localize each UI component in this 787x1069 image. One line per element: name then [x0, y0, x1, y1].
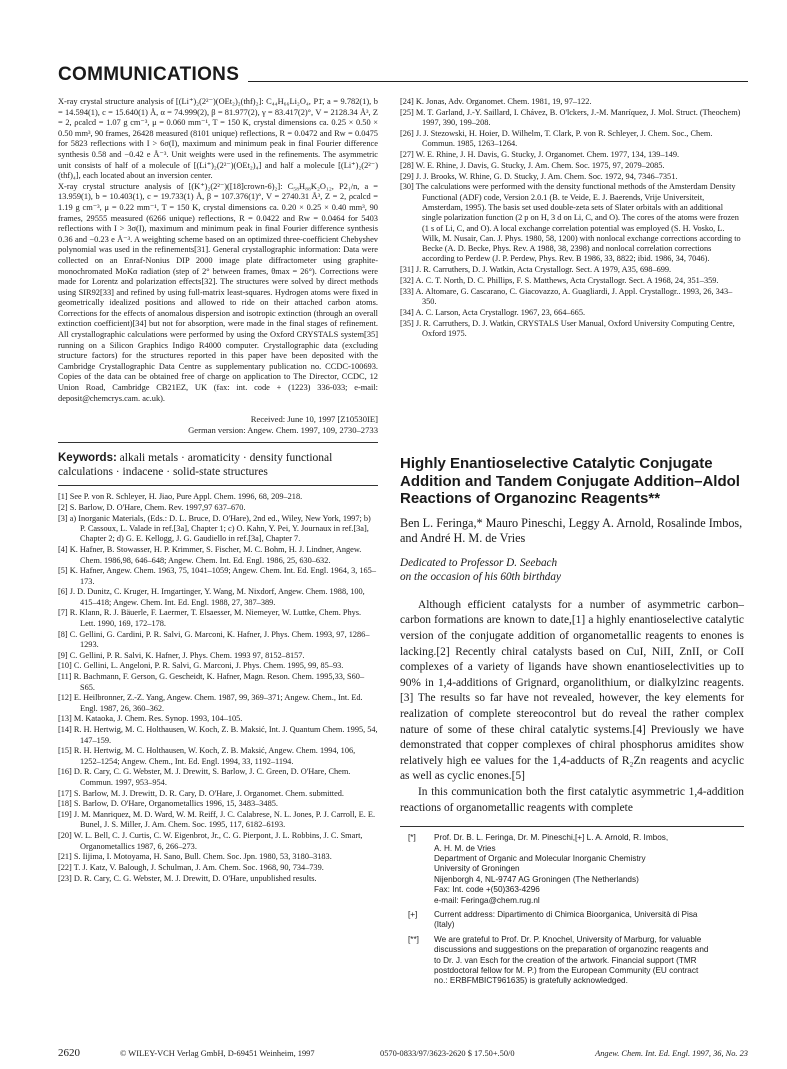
- reference-item: [26] J. J. Stezowski, H. Hoier, D. Wilhelm, T. Clark, P. von R. Schleyer, J. Chem. Soc., Chem. Commun. 1985, 1263–1264.: [400, 128, 713, 149]
- reference-item: [24] K. Jonas, Adv. Organomet. Chem. 1981, 19, 97–122.: [400, 97, 592, 106]
- dedication-line: on the occasion of his 60th birthday: [400, 570, 561, 583]
- journal-citation: Angew. Chem. Int. Ed. Engl. 1997, 36, No. 23: [595, 1049, 748, 1058]
- keywords-rule: [58, 442, 378, 443]
- right-column: [400, 97, 744, 991]
- reference-item: [21] S. Iijima, I. Motoyama, H. Sano, Bull. Chem. Soc. Jpn. 1980, 53, 3180–3183.: [58, 852, 332, 862]
- article-authors: Ben L. Feringa,* Mauro Pineschi, Leggy A. Arnold, Rosalinde Imbos, and André H. M. de Vries: [400, 515, 743, 545]
- reference-item: [8] C. Gellini, G. Cardini, P. R. Salvi, G. Marconi, K. Hafner, J. Phys. Chem. 1993, 97, 1286–1293.: [58, 629, 370, 649]
- reference-item: [14] R. H. Hertwig, M. C. Holthausen, W. Koch, Z. B. Maksić, Int. J. Quantum Chem. 1995, 54, 147–159.: [58, 725, 378, 745]
- reference-item: [19] J. M. Manriquez, M. D. Ward, W. M. Reiff, J. C. Calabrese, N. L. Jones, P. J. Carroll, E. E. Bunel, J. S. Miller, J. Am. Chem. Soc. 1995, 117, 6182–6193.: [58, 810, 376, 830]
- left-column: [58, 97, 378, 885]
- footnote-line: University of Groningen: [434, 864, 520, 874]
- reference-item: [15] R. H. Hertwig, M. C. Holthausen, W. Koch, Z. B. Maksić, Angew. Chem. 1994, 106, 1252–1254; Angew. Chem., Int. Ed. Engl. 1994, 33, 1192–1194.: [58, 746, 356, 766]
- footnote-current-address: [400, 910, 744, 931]
- header-rule: [248, 81, 748, 82]
- reference-item: [2] S. Barlow, D. O'Hare, Chem. Rev. 1997,97 637–670.: [58, 503, 246, 513]
- footnote-line: Current address: Dipartimento di Chimica Bioorganica, Università di Pisa: [434, 909, 698, 919]
- footnote-mark: [**]: [408, 934, 419, 944]
- reference-item: [10] C. Gellini, L. Angeloni, P. R. Salvi, G. Marconi, J. Phys. Chem. 1995, 99, 85–93.: [58, 661, 344, 671]
- reference-item: [33] A. Altomare, G. Cascarano, C. Giacovazzo, A. Guagliardi, J. Appl. Crystallogr.. 1993, 26, 343–350.: [400, 286, 733, 307]
- reference-item: [29] J. J. Brooks, W. Rhine, G. D. Stucky, J. Am. Chem. Soc. 1972, 94, 7346–7351.: [400, 171, 678, 181]
- running-header: [58, 64, 748, 86]
- references-rule: [58, 485, 378, 486]
- footnote-line: Fax: Int. code +(50)363-4296: [434, 885, 540, 895]
- received-line: Received: June 10, 1997 [Z10530IE]: [250, 414, 378, 425]
- footnote-line: postdoctoral fellow for M. P.) from the European Community (EU contract: [434, 966, 699, 976]
- footnote-mark: [+]: [408, 909, 418, 919]
- footnote-line: A. H. M. de Vries: [434, 843, 496, 853]
- article-title: Highly Enantioselective Catalytic Conjugate Addition and Tandem Conjugate Addition–Aldol Reactions of Organozinc Reagents**: [400, 455, 740, 508]
- reference-item: [12] E. Heilbronner, Z.-Z. Yang, Angew. Chem. 1987, 99, 369–371; Angew. Chem., Int. Ed. Engl. 1987, 26, 360–362.: [58, 693, 363, 713]
- body-paragraph: In this communication both the first catalytic asymmetric 1,4-addition reactions of organometallic reagents with complete: [400, 785, 744, 814]
- footnote-line: e-mail: Feringa@chem.rug.nl: [434, 895, 540, 905]
- publisher-line: © WILEY-VCH Verlag GmbH, D-69451 Weinheim, 1997: [120, 1049, 315, 1058]
- page-number: 2620: [58, 1047, 80, 1059]
- reference-item: [30] The calculations were performed with the density functional methods of the Amsterdam Density Functional (ADF) code, Version 2.0.1 (B. te Veide, E. J. Baerends, Vrije Universiteit, Amsterdam, 1995). The basis set used double-zeta sets of Slater orbitals with an additional single polarization function (2 p on H, 3 d on Li, C, and O). The cores of the atoms were frozen (1 s of Li, C, and O). A local exchange correlation potential was employed (S. H. Vosko, L. Wilk, M. Nusair, Can. J. Phys. 1980, 58, 1200) with nonlocal exchange corrections according to Becke (A. D. Becke, Phys. Rev. A 1988, 38, 2398) and nonlocal correlation corrections according to Perdew (J. P. Perdew, Phys. Rev. B 1986, 33, 8822; ibid. 1986, 34, 7046).: [400, 182, 741, 264]
- keywords-label: Keywords:: [58, 452, 117, 465]
- reference-item: [35] J. R. Carruthers, D. J. Watkin, CRYSTALS User Manual, Oxford University Computing Centre, Oxford 1975.: [400, 318, 735, 339]
- reference-list-right: [400, 97, 744, 339]
- footnote-line: Prof. Dr. B. L. Feringa, Dr. M. Pineschi,[+] L. A. Arnold, R. Imbos,: [434, 833, 669, 843]
- reference-item: [18] S. Barlow, D. O'Hare, Organometallics 1996, 15, 3483–3485.: [58, 799, 278, 809]
- footnote-mark: [*]: [408, 833, 416, 843]
- footnote-line: discussions and suggestions on the preparation of organozinc reagents and: [434, 945, 709, 955]
- footnote-line: to Dr. J. van Esch for the creation of the artwork. Financial support (TMR: [434, 955, 697, 965]
- reference-item: [17] S. Barlow, M. J. Drewitt, D. R. Cary, D. O'Hare, J. Organomet. Chem. submitted.: [58, 788, 345, 798]
- reference-item: [3] a) Inorganic Materials, (Eds.: D. L. Bruce, D. O'Hare), 2nd ed., Wiley, New York, 1997; b) P. Cassoux, L. Valade in ref.[3a], Chapter 1; c) O. Kahn, Y. Pei, Y. Journaux in ref.[3a], Chapter 2; d) G. E. Kellogg, J. G. Gaudiello in ref.[3a], Chapter 7.: [58, 513, 371, 544]
- reference-item: [9] C. Gellini, P. R. Salvi, K. Hafner, J. Phys. Chem. 1993 97, 8152–8157.: [58, 650, 305, 660]
- section-title: COMMUNICATIONS: [58, 64, 240, 85]
- keywords-text: alkali metals · aromaticity · density functional calculations · indacene · solid-state structures: [58, 452, 333, 479]
- footnote-line: no.: ERBFMBICT961635) is gratefully acknowledged.: [434, 976, 628, 986]
- reference-item: [32] A. C. T. North, D. C. Phillips, F. S. Matthews, Acta Crystallogr. Sect. A 1968, 24, 351–359.: [400, 276, 719, 286]
- reference-item: [20] W. L. Bell, C. J. Curtis, C. W. Eigenbrot, Jr., C. G. Pierpont, J. L. Robbins, J. C. Smart, Organometallics 1987, 6, 266–273.: [58, 831, 363, 851]
- reference-item: [7] R. Klann, R. J. Bäuerle, F. Laermer, T. Elsaesser, M. Niemeyer, W. Luttke, Chem. Phys. Lett. 1990, 169, 172–178.: [58, 608, 362, 628]
- dedication-line: Dedicated to Professor D. Seebach: [400, 556, 558, 569]
- reference-item: [1] See P. von R. Schleyer, H. Jiao, Pure Appl. Chem. 1996, 68, 209–218.: [58, 492, 303, 502]
- reference-item: [28] W. E. Rhine, J. Davis, G. Stucky, J. Am. Chem. Soc. 1975, 97, 2079–2085.: [400, 160, 665, 170]
- xray-analysis-1: X-ray crystal structure analysis of [(Li⁺)₂(2²⁻)(OEt₂)₂(thf)₂]: C₄₄H₆₆Li₂O₄, P1̄, a = 9.782(1), b = 14.594(1), c = 15.640(1) Å, α = 74.999(2), β = 81.977(2), γ = 83.417(2)°, V = 2128.34 Å³, Z = 2, ρcalcd = 1.07 g cm⁻³, μ = 0.060 mm⁻¹, T = 150 K, crystal dimensions ca. 0.25 × 0.50 × 0.50 mm³, 90 frames, 26428 measured (8101 unique) reflections, R = 0.0472 and Rw = 0.0475 for 5823 reflections with I > 6σ(I), maximum and minimum peak in final Fourier difference synthesis 0.58 and −0.42 e Å⁻³. Unit weights were used in the refinements. The asymmetric unit consists of half of a molecule of [(Li⁺)₂(2²⁻)(OEt₂)₄] and half a molecule [(Li⁺)₂(2²⁻)(thf)₄], each located about an inversion center.: [58, 97, 378, 181]
- reference-item: [13] M. Kataoka, J. Chem. Res. Synop. 1993, 104–105.: [58, 714, 243, 724]
- reference-item: [5] K. Hafner, Angew. Chem. 1963, 75, 1041–1059; Angew. Chem. Int. Ed. Engl. 1964, 3, 165–173.: [58, 566, 376, 586]
- footnote-line: We are grateful to Prof. Dr. P. Knochel, University of Marburg, for valuable: [434, 934, 702, 944]
- reference-item: [27] W. E. Rhine, J. H. Davis, G. Stucky, J. Organomet. Chem. 1977, 134, 139–149.: [400, 149, 680, 159]
- reference-item: [22] T. J. Katz, V. Balough, J. Schulman, J. Am. Chem. Soc. 1968, 90, 734–739.: [58, 863, 324, 873]
- xray-analysis-2: X-ray crystal structure analysis of [(K⁺)₂(2²⁻)([18]crown-6)₂]: C₅₈H₈₈K₂O₁₂, P2₁/n, a = 13.959(1), b = 10.403(1), c = 19.733(1) Å, β = 107.376(1)°, V = 2740.31 Å³, Z = 2, ρcalcd = 1.19 g cm⁻³, μ = 0.22 mm⁻¹, T = 150 K, crystal dimensions ca. 0.20 × 0.25 × 0.40 mm³, 90 frames, 29555 measured (6266 unique) reflections, R = 0.0422 and Rw = 0.0464 for 5403 reflections with I > 3σ(I), maximum and minimum peak in final Fourier difference synthesis 0.36 and −0.23 e Å⁻³. A weighting scheme based on an optimized three-coefficient Chebyshev polynomial was used in the refinements[31]. General crystallographic information: Data were collected on an Enraf-Nonius DIP 2000 image plate diffractometer using graphite-monochromated MoKα radiation (step of 2° between frames, θmax = 26°). Corrections were made for Lorentz and polarization effects[32]. The structures were solved by direct methods using SIR92[33] and refined by using full-matrix least-squares. Hydrogen atoms were fixed in geometrically idealized positions and allowed to ride on their attached carbon atoms. Corrections for the effects of anomalous dispersion and isotropic extinction (through an overall extinction coefficient)[34] but not for absorption, were made in the final stages of refinement. All crystallographic calculations were performed by using the Oxford CRYSTALS system[35] running on a Silicon Graphics Indigo R4000 computer. Crystallographic data (excluding structure factors) for the structures reported in this paper have been deposited with the Cambridge Crystallographic Data Centre as supplementary publication no. CCDC-100693. Copies of the data can be obtained free of charge on application to The Director, CCDC, 12 Union Road, Cambridge CB21EZ, UK (fax: int. code + (1223) 336-033; e-mail: deposit@chemcrys.cam. ac.uk).: [58, 181, 378, 403]
- footnote-acknowledgement: [400, 935, 744, 987]
- reference-item: [16] D. R. Cary, C. G. Webster, M. J. Drewitt, S. Barlow, J. C. Green, D. O'Hare, Chem. Commun. 1997, 953–954.: [58, 767, 351, 787]
- reference-item: [23] D. R. Cary, C. G. Webster, M. J. Drewitt, D. O'Hare, unpublished results.: [58, 873, 317, 883]
- reference-item: [25] M. T. Garland, J.-Y. Saillard, I. Chávez, B. O'lckers, J.-M. Manríquez, J. Mol. Struct. (Theochem) 1997, 390, 199–208.: [400, 107, 741, 128]
- reference-item: [4] K. Hafner, B. Stowasser, H. P. Krimmer, S. Fischer, M. C. Bohm, H. J. Lindner, Angew. Chem. 1986,98, 646–648; Angew. Chem. Int. Ed. Engl. 1986, 25, 630–632.: [58, 545, 362, 565]
- reference-item: [31] J. R. Carruthers, D. J. Watkin, Acta Crystallogr. Sect. A 1979, A35, 698–699.: [400, 265, 672, 275]
- reference-item: [11] R. Bachmann, F. Gerson, G. Gescheidt, K. Hafner, Magn. Reson. Chem. 1995,33, S60–S65.: [58, 672, 365, 692]
- keywords: [58, 451, 378, 479]
- dedication: [400, 556, 744, 584]
- body-paragraph: Although efficient catalysts for a number of asymmetric carbon–carbon formations are known to date,[1] a highly enantioselective catalytic version of the conjugate addition of organometallic reagents to enones is lacking.[2] Recently chiral catalysts based on CuI, NiII, ZnII, or CoII complexes of a variety of ligands have shown enantioselectivities up to 90% in 1,4-additions of Grignard, organolithium, or dialkylzinc reagents.[3] The results so far have not revealed, however, the key elements for realization of complete stereocontrol but do reveal the rather complex nature of some of these chiral catalytic systems.[4] Previously we have demonstrated that copper complexes of chiral phosphorus amidites show relatively high ee values for the 1,4-adducts of R₂Zn reagents and acyclic as well as cyclic enones.[5]: [400, 598, 744, 783]
- footnote-rule: [400, 826, 744, 827]
- footnote-affiliation: [400, 833, 744, 906]
- german-version-line: German version: Angew. Chem. 1997, 109, 2730–2733: [188, 425, 378, 436]
- article-code: 0570-0833/97/3623-2620 $ 17.50+.50/0: [380, 1049, 515, 1058]
- reference-item: [34] A. C. Larson, Acta Crystallogr. 1967, 23, 664–665.: [400, 307, 586, 317]
- footnote-line: (Italy): [434, 920, 455, 930]
- footnote-line: Nijenborgh 4, NL-9747 AG Groningen (The Netherlands): [434, 874, 639, 884]
- reference-item: [6] J. D. Dunitz, C. Kruger, H. Irngartinger, Y. Wang, M. Nixdorf, Angew. Chem. 1988, 100, 415–418; Angew. Chem. Int. Ed. Engl. 1988, 27, 387–389.: [58, 587, 365, 607]
- footnote-line: Department of Organic and Molecular Inorganic Chemistry: [434, 853, 646, 863]
- reference-list-left: [58, 492, 378, 884]
